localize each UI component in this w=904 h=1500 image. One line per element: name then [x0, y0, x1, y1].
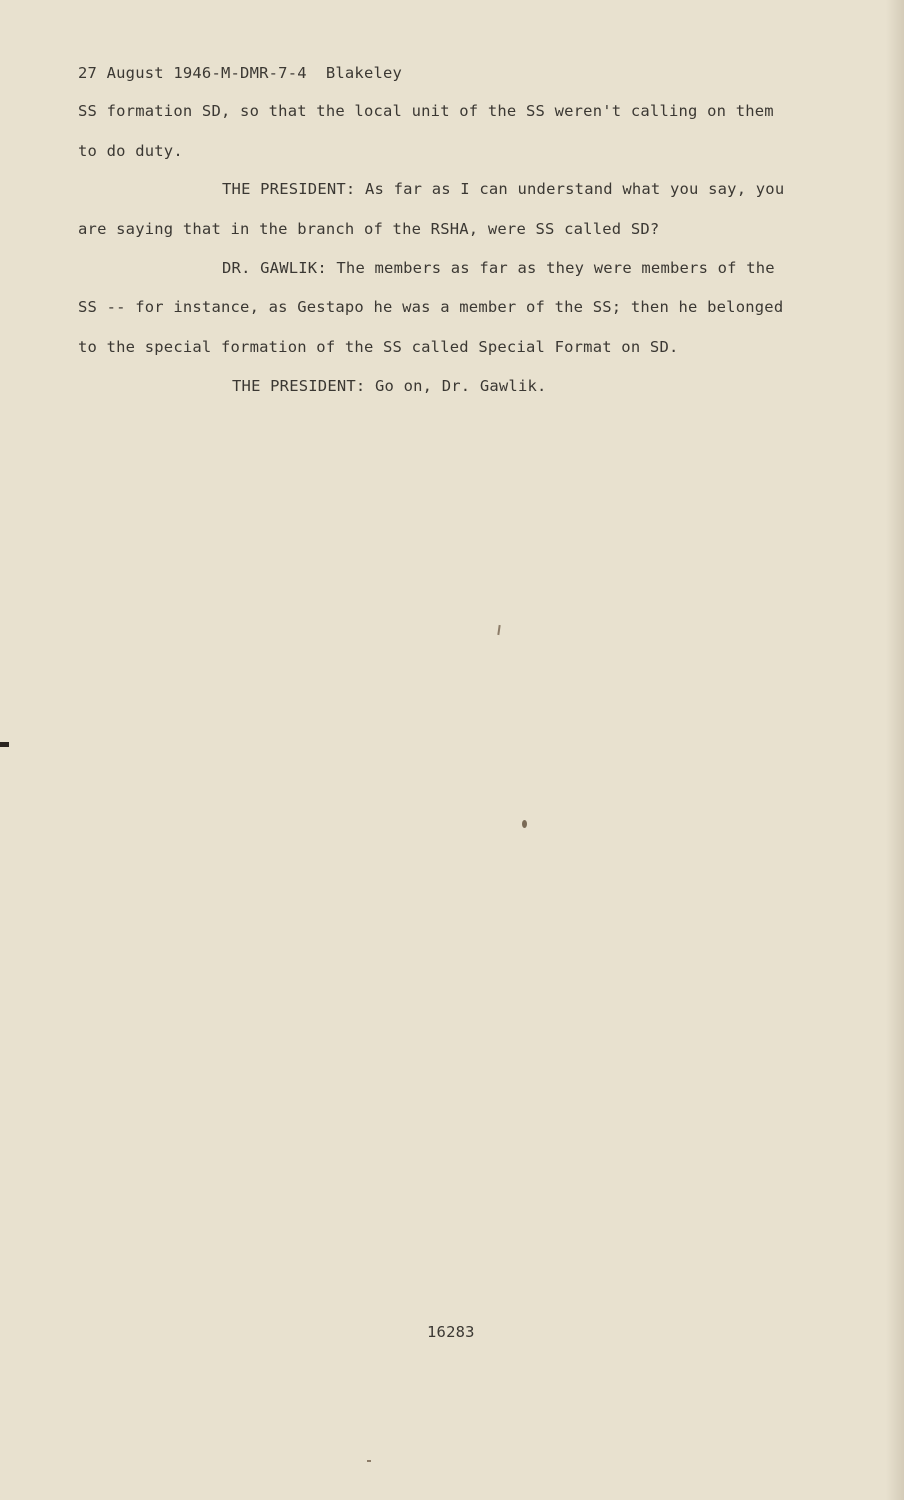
document-header: 27 August 1946-M-DMR-7-4 Blakeley	[78, 64, 403, 82]
text-line-1: SS formation SD, so that the local unit of the SS weren't calling on them	[78, 102, 774, 120]
paper-speck	[497, 625, 500, 635]
paper-speck	[522, 820, 527, 828]
text-line-4: are saying that in the branch of the RSHA, were SS called SD?	[78, 220, 660, 238]
text-line-6: SS -- for instance, as Gestapo he was a member of the SS; then he belonged	[78, 298, 784, 316]
text-line-7: to the special formation of the SS called Special Format on SD.	[78, 338, 679, 356]
margin-mark	[0, 742, 9, 747]
text-line-8: THE PRESIDENT: Go on, Dr. Gawlik.	[232, 377, 547, 395]
text-line-2: to do duty.	[78, 142, 183, 160]
page-number: 16283	[427, 1323, 475, 1341]
text-line-5: DR. GAWLIK: The members as far as they were members of the	[222, 259, 775, 277]
text-line-3: THE PRESIDENT: As far as I can understand what you say, you	[222, 180, 785, 198]
paper-speck	[367, 1460, 371, 1462]
page-edge-shadow	[886, 0, 904, 1500]
